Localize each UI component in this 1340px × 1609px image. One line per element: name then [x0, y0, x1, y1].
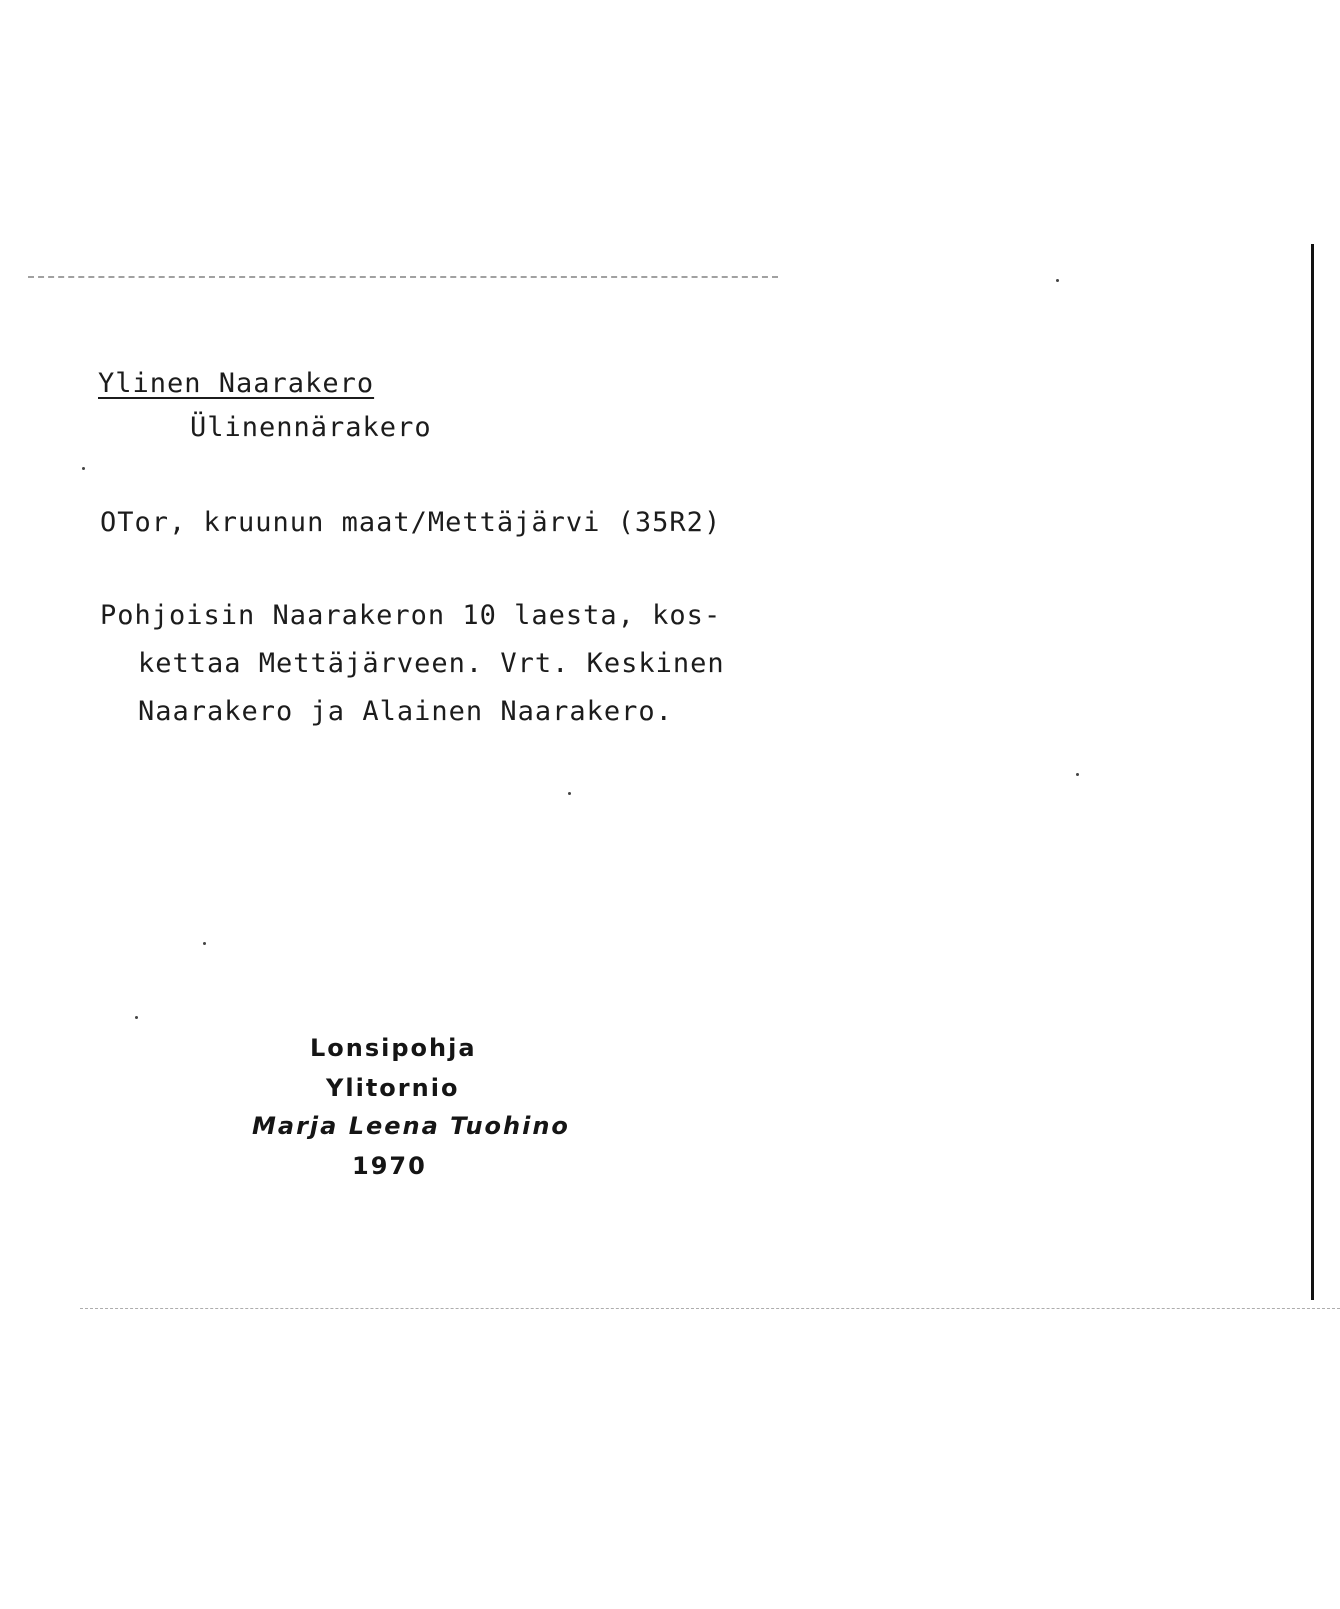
- scan-speck: [568, 792, 571, 795]
- scan-speck: [203, 942, 206, 945]
- stamp-parish: Ylitornio: [326, 1074, 460, 1102]
- stamp-region: Lonsipohja: [310, 1034, 477, 1062]
- description-line: Pohjoisin Naarakeron 10 laesta, kos-: [100, 600, 722, 631]
- card-bottom-border: [80, 1308, 1340, 1309]
- stamp-collector: Marja Leena Tuohino: [252, 1112, 570, 1140]
- card-top-border: [28, 276, 778, 278]
- place-name-title: Ylinen Naarakero: [98, 368, 375, 399]
- description-line: Naarakero ja Alainen Naarakero.: [138, 696, 673, 727]
- description-line: kettaa Mettäjärveen. Vrt. Keskinen: [138, 648, 725, 679]
- scan-speck: [135, 1016, 138, 1019]
- dialect-form: Ülinennärakero: [190, 412, 432, 443]
- stamp-year: 1970: [352, 1152, 427, 1180]
- card-right-border: [1311, 244, 1314, 1300]
- location-line: OTor, kruunun maat/Mettäjärvi (35R2): [100, 507, 722, 538]
- scan-speck: [1076, 773, 1079, 776]
- scan-speck: [82, 467, 85, 470]
- scan-speck: [1056, 279, 1059, 282]
